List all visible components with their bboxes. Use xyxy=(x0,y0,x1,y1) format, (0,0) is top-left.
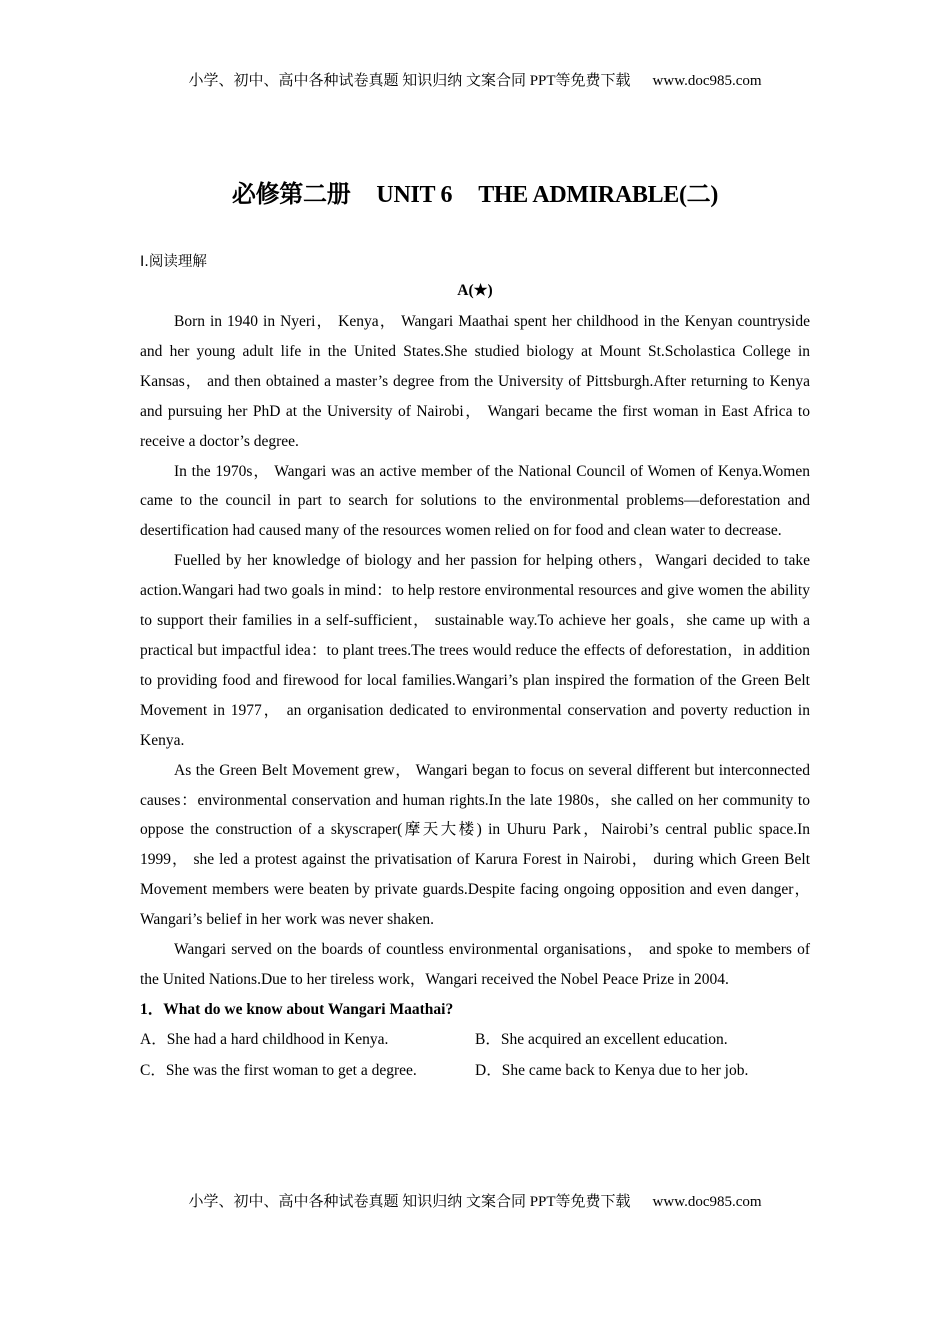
page-footer xyxy=(0,1190,950,1211)
option-a: A．She had a hard childhood in Kenya. xyxy=(140,1030,389,1048)
paragraph: As the Green Belt Movement grew， Wangari began to focus on several different but interconnected causes：environmental conservation and human rights.In the late 1980s，she called on her community to oppose the construction of a skyscraper(摩天大楼) in Uhuru Park，Nairobi’s central public space.In 1999， she led a protest against the privatisation of Karura Forest in Nairobi， during which Green Belt Movement members were beaten by private guards.Despite facing ongoing opposition and even danger，Wangari’s belief in her work was never shaken. xyxy=(140,761,810,929)
question-stem: 1．What do we know about Wangari Maathai? xyxy=(140,1000,454,1018)
title-book: 必修第二册 xyxy=(231,182,351,208)
passage-body xyxy=(140,307,810,1086)
option-c: C．She was the first woman to get a degree. xyxy=(140,1061,417,1079)
title-unit: UNIT 6 xyxy=(376,182,453,208)
title-name: THE ADMIRABLE(二) xyxy=(478,182,719,208)
option-b: B．She acquired an excellent education. xyxy=(475,1030,728,1048)
page-title xyxy=(0,174,950,209)
header-text: 小学、初中、高中各种试卷真题 知识归纳 文案合同 PPT等免费下载 xyxy=(188,73,631,89)
footer-url: www.doc985.com xyxy=(652,1194,762,1210)
section-heading: Ⅰ.阅读理解 xyxy=(140,254,207,270)
header-url: www.doc985.com xyxy=(652,73,762,89)
paragraph: Wangari served on the boards of countless environmental organisations， and spoke to members of the United Nations.Due to her tireless work，Wangari received the Nobel Peace Prize in 2004. xyxy=(140,941,810,988)
paragraph: In the 1970s， Wangari was an active member of the National Council of Women of Kenya.Women came to the council in part to search for solutions to the environmental problems—deforestation and desertification had caused many of the resources women relied on for food and clean water to decrease. xyxy=(140,462,810,540)
question-options xyxy=(140,1025,810,1087)
option-d: D．She came back to Kenya due to her job. xyxy=(475,1061,749,1079)
paragraph: Born in 1940 in Nyeri， Kenya， Wangari Maathai spent her childhood in the Kenyan countryside and her young adult life in the United States.She studied biology at Mount St.Scholastica College in Kansas， and then obtained a master’s degree from the University of Pittsburgh.After returning to Kenya and pursuing her PhD at the University of Nairobi， Wangari became the first woman in East Africa to receive a doctor’s degree. xyxy=(140,313,810,450)
page-header xyxy=(0,69,950,90)
passage-label: A(★) xyxy=(457,282,493,299)
paragraph: Fuelled by her knowledge of biology and her passion for helping others，Wangari decided to take action.Wangari had two goals in mind：to help restore environmental resources and give women the ability to support their families in a self-sufficient， sustainable way.To achieve her goals，she came up with a practical but impactful idea：to plant trees.The trees would reduce the effects of deforestation，in addition to providing food and firewood for local families.Wangari’s plan inspired the formation of the Green Belt Movement in 1977， an organisation dedicated to environmental conservation and poverty reduction in Kenya. xyxy=(140,552,810,749)
footer-text: 小学、初中、高中各种试卷真题 知识归纳 文案合同 PPT等免费下载 xyxy=(188,1194,631,1210)
